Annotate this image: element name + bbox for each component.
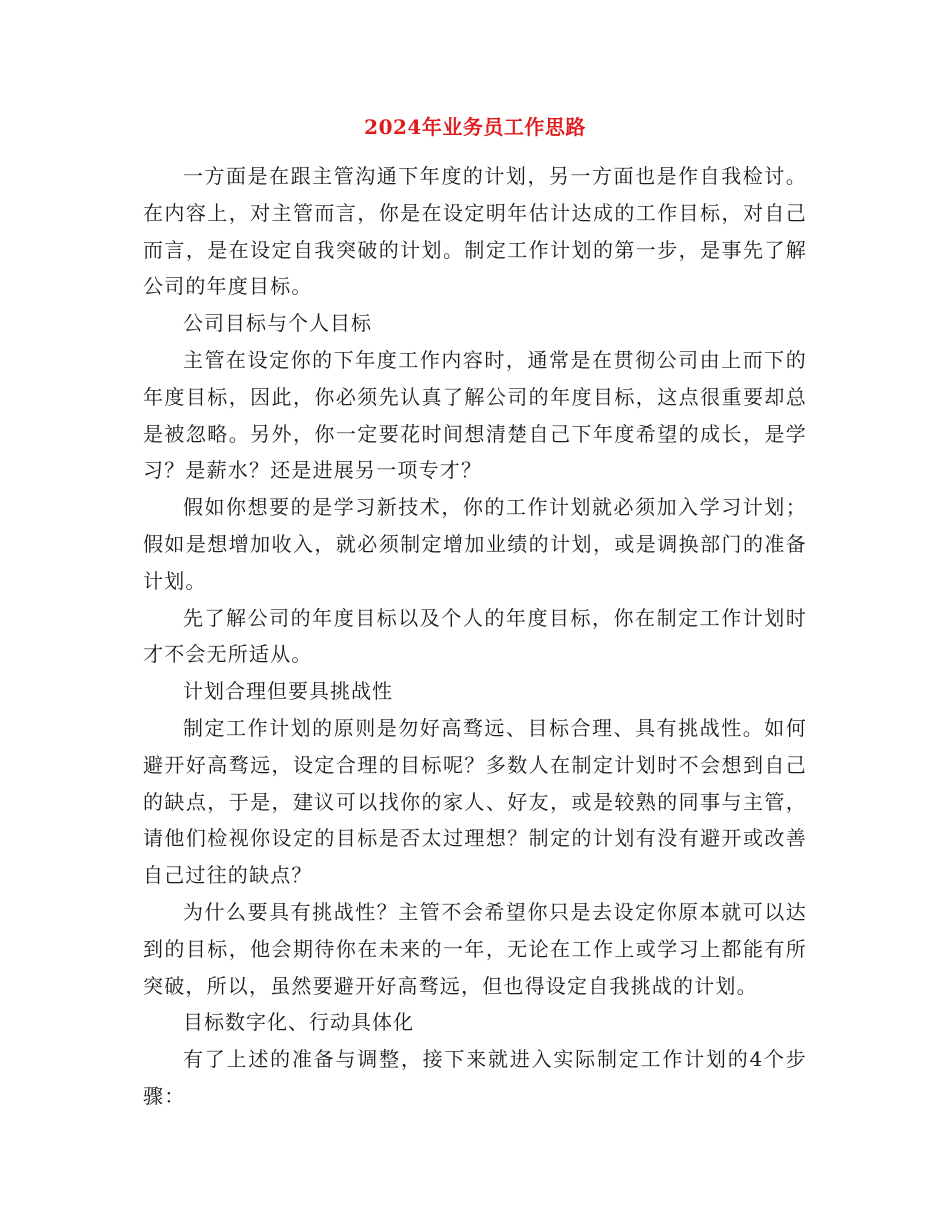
paragraph-planning-principles: 制定工作计划的原则是勿好高骛远、目标合理、具有挑战性。如何避开好高骛远，设定合理的目标呢？多数人在制定计划时不会想到自己的缺点，于是，建议可以找你的家人、好友，或是较熟的同事与主管，请他们检视你设定的目标是否太过理想？制定的计划有没有避开或改善自己过往的缺点？: [143, 715, 807, 888]
document-title: 2024年业务员工作思路: [364, 115, 586, 139]
document-page: [143, 110, 807, 1115]
section-heading-company-goals: 公司目标与个人目标: [183, 311, 372, 336]
paragraph-four-steps: 有了上述的准备与调整，接下来就进入实际制定工作计划的4个步骤：: [143, 1047, 807, 1108]
paragraph-company-goals: 主管在设定你的下年度工作内容时，通常是在贯彻公司由上而下的年度目标，因此，你必须先认真了解公司的年度目标，这点很重要却总是被忽略。另外，你一定要花时间想清楚自己下年度希望的成长，是学习？是薪水？还是进展另一项专才？: [143, 347, 807, 483]
section-heading-challenge: 计划合理但要具挑战性: [183, 679, 393, 704]
section-heading-quantify: 目标数字化、行动具体化: [183, 1010, 414, 1035]
paragraph-intro: 一方面是在跟主管沟通下年度的计划，另一方面也是作自我检讨。在内容上，对主管而言，你是在设定明年估计达成的工作目标，对自己而言，是在设定自我突破的计划。制定工作计划的第一步，是事先了解公司的年度目标。: [143, 164, 807, 299]
paragraph-why-challenge: 为什么要具有挑战性？主管不会希望你只是去设定你原本就可以达到的目标，他会期待你在未来的一年，无论在工作上或学习上都能有所突破，所以，虽然要避开好高骛远，但也得设定自我挑战的计划。: [143, 899, 807, 998]
paragraph-understand-goals: 先了解公司的年度目标以及个人的年度目标，你在制定工作计划时才不会无所适从。: [143, 605, 807, 667]
paragraph-learning-plan: 假如你想要的是学习新技术，你的工作计划就必须加入学习计划；假如是想增加收入，就必须制定增加业绩的计划，或是调换部门的准备计划。: [143, 495, 807, 593]
